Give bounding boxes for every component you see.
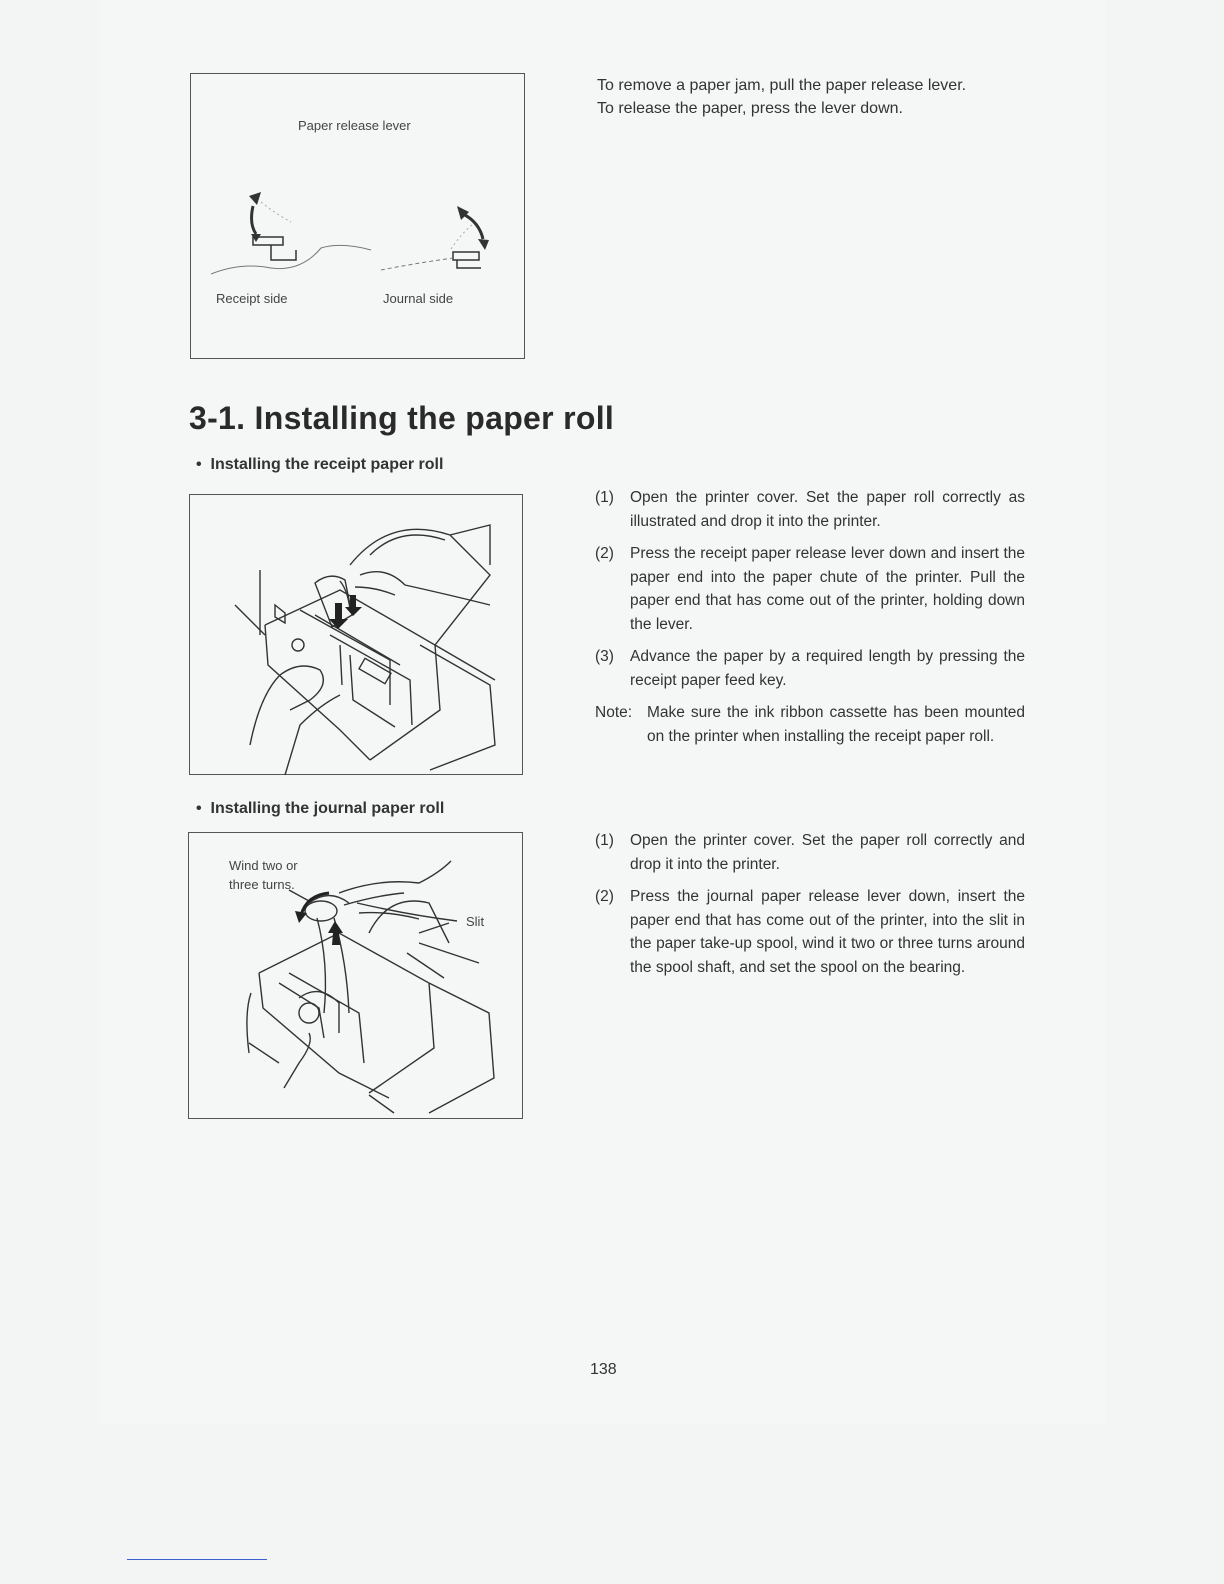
label-slit: Slit [466, 914, 485, 929]
step-text: Open the printer cover. Set the paper roll correctly as illustrated and drop it into the printer. [630, 489, 1025, 530]
step-number: (2) [595, 545, 614, 562]
step-number: (2) [595, 888, 614, 905]
journal-heading-text: Installing the journal paper roll [210, 800, 445, 817]
journal-steps [595, 829, 1025, 988]
label-paper-release-lever: Paper release lever [298, 118, 411, 133]
receipt-step-3 [595, 645, 1025, 692]
label-wind-turns-2: three turns. [229, 877, 295, 892]
journal-step-2 [595, 885, 1025, 979]
note-lead: Note: [595, 704, 633, 721]
bullet-icon: • [196, 456, 211, 473]
bottom-rule [127, 1559, 267, 1560]
label-receipt-side: Receipt side [216, 291, 288, 306]
label-wind-turns-1: Wind two or [229, 858, 298, 873]
journal-figure [188, 832, 523, 1119]
note-text: Make sure the ink ribbon cassette has been mounted on the printer when installing the receipt paper roll. [647, 704, 1025, 745]
step-text: Press the journal paper release lever down, insert the paper end that has come out of the printer, into the slit in the paper take-up spool, wind it two or three turns around the spool shaft, and set the spool on the bearing. [630, 888, 1025, 976]
lever-figure [190, 73, 525, 359]
page-number: 138 [590, 1361, 617, 1378]
receipt-step-1 [595, 486, 1025, 533]
receipt-step-2 [595, 542, 1025, 636]
section-title: 3-1. Installing the paper roll [189, 400, 615, 436]
intro-text [597, 74, 1047, 120]
bullet-icon: • [196, 800, 211, 817]
step-number: (1) [595, 832, 614, 849]
label-journal-side: Journal side [383, 291, 454, 306]
lever-illustration [191, 74, 526, 360]
receipt-heading [196, 456, 443, 474]
receipt-illustration [190, 495, 524, 776]
journal-step-1 [595, 829, 1025, 876]
step-text: Press the receipt paper release lever down and insert the paper end into the paper chute of the printer. Pull the paper end that has come out of the printer, holding down the lever. [630, 545, 1025, 633]
step-text: Advance the paper by a required length by pressing the receipt paper feed key. [630, 648, 1025, 689]
receipt-figure [189, 494, 523, 775]
intro-line-1: To remove a paper jam, pull the paper release lever. [597, 77, 967, 94]
step-text: Open the printer cover. Set the paper roll correctly and drop it into the printer. [630, 832, 1025, 873]
journal-heading [196, 800, 444, 818]
step-number: (1) [595, 489, 614, 506]
receipt-note [595, 701, 1025, 748]
receipt-steps [595, 486, 1025, 748]
step-number: (3) [595, 648, 614, 665]
intro-line-2: To release the paper, press the lever down. [597, 100, 903, 117]
receipt-heading-text: Installing the receipt paper roll [210, 456, 444, 473]
